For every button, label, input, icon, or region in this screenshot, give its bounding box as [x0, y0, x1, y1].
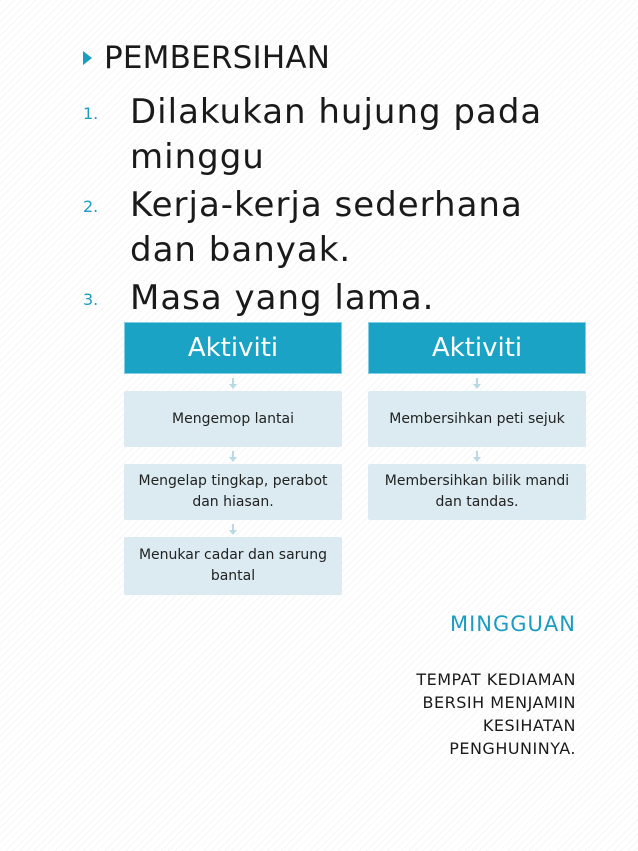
arrow-down-icon [230, 376, 236, 389]
triangle-bullet-icon [83, 51, 92, 65]
activity-item: Membersihkan bilik mandi dan tandas. [368, 464, 586, 520]
activity-column-right [368, 322, 586, 520]
arrow-down-icon [474, 376, 480, 389]
list-number: 3. [83, 290, 99, 309]
list-item-line: Kerja-kerja sederhana [130, 185, 523, 225]
list-item-line: minggu [130, 137, 265, 177]
list-item [83, 276, 434, 321]
activity-item: Mengelap tingkap, perabot dan hiasan. [124, 464, 342, 520]
arrow-down-icon [230, 522, 236, 535]
list-item [83, 183, 523, 273]
heading-text: PEMBERSIHAN [104, 40, 331, 76]
list-item [83, 90, 542, 180]
list-item-line: Dilakukan hujung pada [130, 92, 543, 132]
closing-note [336, 668, 576, 760]
activity-item: Mengemop lantai [124, 391, 342, 447]
list-item-line: Masa yang lama. [130, 278, 435, 318]
note-line: BERSIH MENJAMIN [422, 693, 576, 712]
frequency-label: MINGGUAN [449, 612, 576, 636]
activity-header: Aktiviti [368, 322, 586, 374]
activity-header: Aktiviti [124, 322, 342, 374]
list-number: 1. [83, 104, 99, 123]
list-item-line: dan banyak. [130, 230, 352, 270]
slide-heading [83, 38, 330, 78]
arrow-down-icon [230, 449, 236, 462]
note-line: PENGHUNINYA. [449, 739, 576, 758]
note-line: TEMPAT KEDIAMAN [416, 670, 576, 689]
arrow-down-icon [474, 449, 480, 462]
activity-item: Membersihkan peti sejuk [368, 391, 586, 447]
list-number: 2. [83, 197, 99, 216]
note-line: KESIHATAN [482, 716, 576, 735]
activity-item: Menukar cadar dan sarung bantal [124, 537, 342, 595]
activity-column-left [124, 322, 342, 595]
